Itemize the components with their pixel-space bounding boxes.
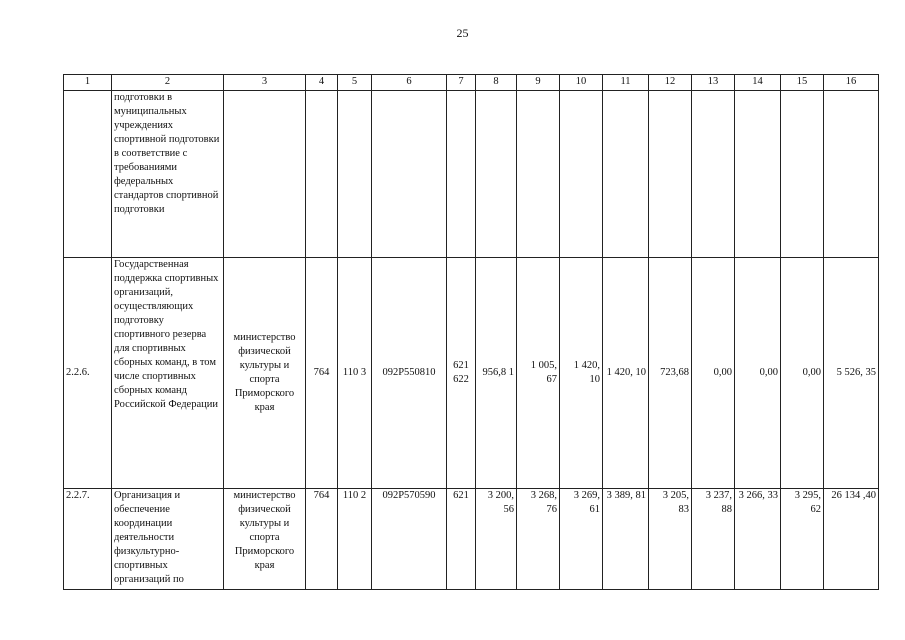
table-row	[64, 91, 879, 258]
amount-cell: 3 266, 33	[735, 489, 781, 590]
executor: министерство физической культуры и спорта Приморского края	[224, 258, 306, 489]
amount-cell	[735, 91, 781, 258]
total-cell: 26 134 ,40	[824, 489, 879, 590]
executor	[224, 91, 306, 258]
column-header: 15	[781, 75, 824, 91]
header-row	[64, 75, 879, 91]
amount-cell: 1 420, 10	[560, 258, 603, 489]
column-header: 1	[64, 75, 112, 91]
column-header: 14	[735, 75, 781, 91]
amount-cell	[560, 91, 603, 258]
row-number	[64, 91, 112, 258]
grbs-code	[306, 91, 338, 258]
amount-cell: 3 295, 62	[781, 489, 824, 590]
amount-cell	[781, 91, 824, 258]
amount-cell	[692, 91, 735, 258]
amount-cell	[649, 91, 692, 258]
amount-cell: 956,8 1	[476, 258, 517, 489]
section-code	[338, 91, 372, 258]
amount-cell: 0,00	[692, 258, 735, 489]
page-number: 25	[456, 26, 469, 40]
measure-name: Государственная поддержка спортивных организаций, осуществляющих подготовку спортивного резерва для спортивных сборных команд, в том числе спортивных сборных команд Российской Федерации	[112, 258, 224, 489]
expense-type: 621	[447, 489, 476, 590]
target-code: 092Р550810	[372, 258, 447, 489]
column-header: 13	[692, 75, 735, 91]
amount-cell	[517, 91, 560, 258]
amount-cell: 3 268, 76	[517, 489, 560, 590]
column-header: 7	[447, 75, 476, 91]
amount-cell: 3 200, 56	[476, 489, 517, 590]
amount-cell: 3 269, 61	[560, 489, 603, 590]
column-header: 10	[560, 75, 603, 91]
target-code	[372, 91, 447, 258]
target-code: 092Р570590	[372, 489, 447, 590]
column-header: 5	[338, 75, 372, 91]
amount-cell: 3 237, 88	[692, 489, 735, 590]
section-code: 110 3	[338, 258, 372, 489]
column-header: 4	[306, 75, 338, 91]
column-header: 12	[649, 75, 692, 91]
column-header: 2	[112, 75, 224, 91]
amount-cell: 0,00	[735, 258, 781, 489]
column-header: 11	[603, 75, 649, 91]
table-row	[64, 258, 879, 489]
grbs-code: 764	[306, 489, 338, 590]
total-cell	[824, 91, 879, 258]
section-code: 110 2	[338, 489, 372, 590]
program-table	[63, 74, 879, 590]
amount-cell	[603, 91, 649, 258]
amount-cell: 0,00	[781, 258, 824, 489]
column-header: 3	[224, 75, 306, 91]
amount-cell: 3 205, 83	[649, 489, 692, 590]
expense-type: 621 622	[447, 258, 476, 489]
measure-name: подготовки в муниципальных учреждениях спортивной подготовки в соответствие с требованиями федеральных стандартов спортивной подготовки	[112, 91, 224, 258]
amount-cell: 1 005, 67	[517, 258, 560, 489]
grbs-code: 764	[306, 258, 338, 489]
column-header: 8	[476, 75, 517, 91]
amount-cell: 723,68	[649, 258, 692, 489]
amount-cell: 1 420, 10	[603, 258, 649, 489]
row-number: 2.2.6.	[64, 258, 112, 489]
total-cell: 5 526, 35	[824, 258, 879, 489]
column-header: 16	[824, 75, 879, 91]
measure-name: Организация и обеспечение координации деятельности физкультурно-спортивных организаций по	[112, 489, 224, 590]
expense-type	[447, 91, 476, 258]
executor: министерство физической культуры и спорта Приморского края	[224, 489, 306, 590]
row-number: 2.2.7.	[64, 489, 112, 590]
amount-cell	[476, 91, 517, 258]
amount-cell: 3 389, 81	[603, 489, 649, 590]
column-header: 6	[372, 75, 447, 91]
table-row	[64, 489, 879, 590]
column-header: 9	[517, 75, 560, 91]
